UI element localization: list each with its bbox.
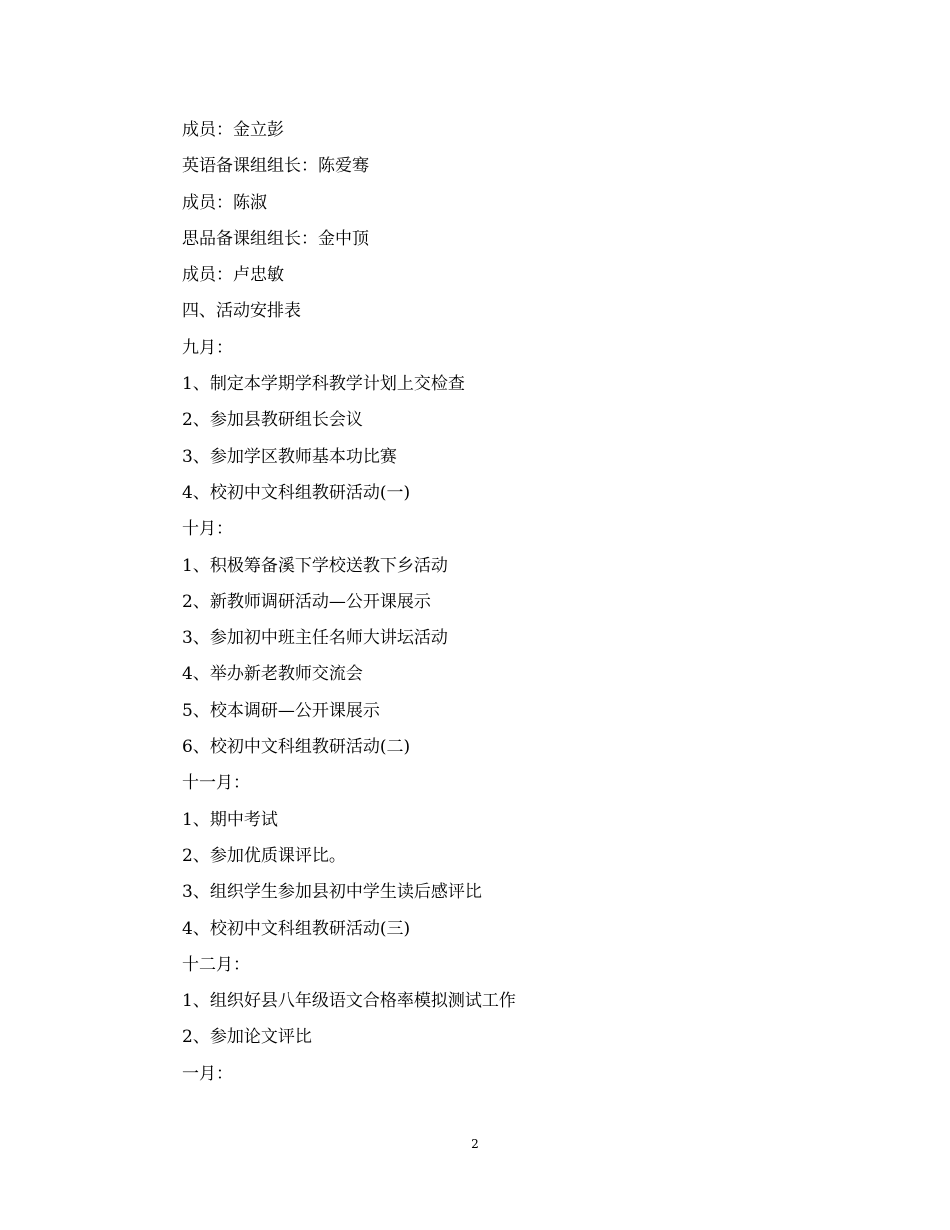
list-item: 4、举办新老教师交流会 — [182, 664, 363, 685]
text-line: 成员：陈淑 — [182, 192, 267, 213]
text-line: 成员：金立彭 — [182, 120, 284, 140]
month-heading: 十月： — [182, 519, 233, 540]
list-item: 3、组织学生参加县初中学生读后感评比 — [182, 882, 482, 903]
month-heading: 十一月： — [182, 773, 250, 794]
document-body — [182, 115, 822, 1095]
list-item: 6、校初中文科组教研活动(二) — [182, 737, 411, 758]
page-number: 2 — [471, 1137, 479, 1151]
list-item: 5、校本调研—公开课展示 — [182, 700, 380, 721]
text-line: 思品备课组组长：金中顶 — [182, 228, 369, 249]
month-heading: 九月： — [182, 337, 233, 358]
list-item: 1、制定本学期学科教学计划上交检查 — [182, 374, 465, 395]
list-item: 3、参加学区教师基本功比赛 — [182, 446, 397, 467]
list-item: 4、校初中文科组教研活动(三) — [182, 918, 411, 939]
list-item: 1、期中考试 — [182, 809, 278, 830]
list-item: 3、参加初中班主任名师大讲坛活动 — [182, 628, 448, 649]
list-item: 2、参加县教研组长会议 — [182, 410, 363, 431]
month-heading: 十二月： — [182, 954, 250, 975]
section-heading: 四、活动安排表 — [182, 301, 301, 322]
list-item: 4、校初中文科组教研活动(一) — [182, 482, 411, 503]
list-item: 2、参加优质课评比。 — [182, 845, 346, 866]
text-line: 成员：卢忠敏 — [182, 265, 284, 286]
list-item: 2、新教师调研活动—公开课展示 — [182, 591, 431, 612]
month-heading: 一月： — [182, 1063, 233, 1084]
text-line: 英语备课组组长：陈爱骞 — [182, 156, 369, 177]
list-item: 1、组织好县八年级语文合格率模拟测试工作 — [182, 991, 516, 1012]
list-item: 1、积极筹备溪下学校送教下乡活动 — [182, 555, 448, 576]
list-item: 2、参加论文评比 — [182, 1027, 312, 1048]
